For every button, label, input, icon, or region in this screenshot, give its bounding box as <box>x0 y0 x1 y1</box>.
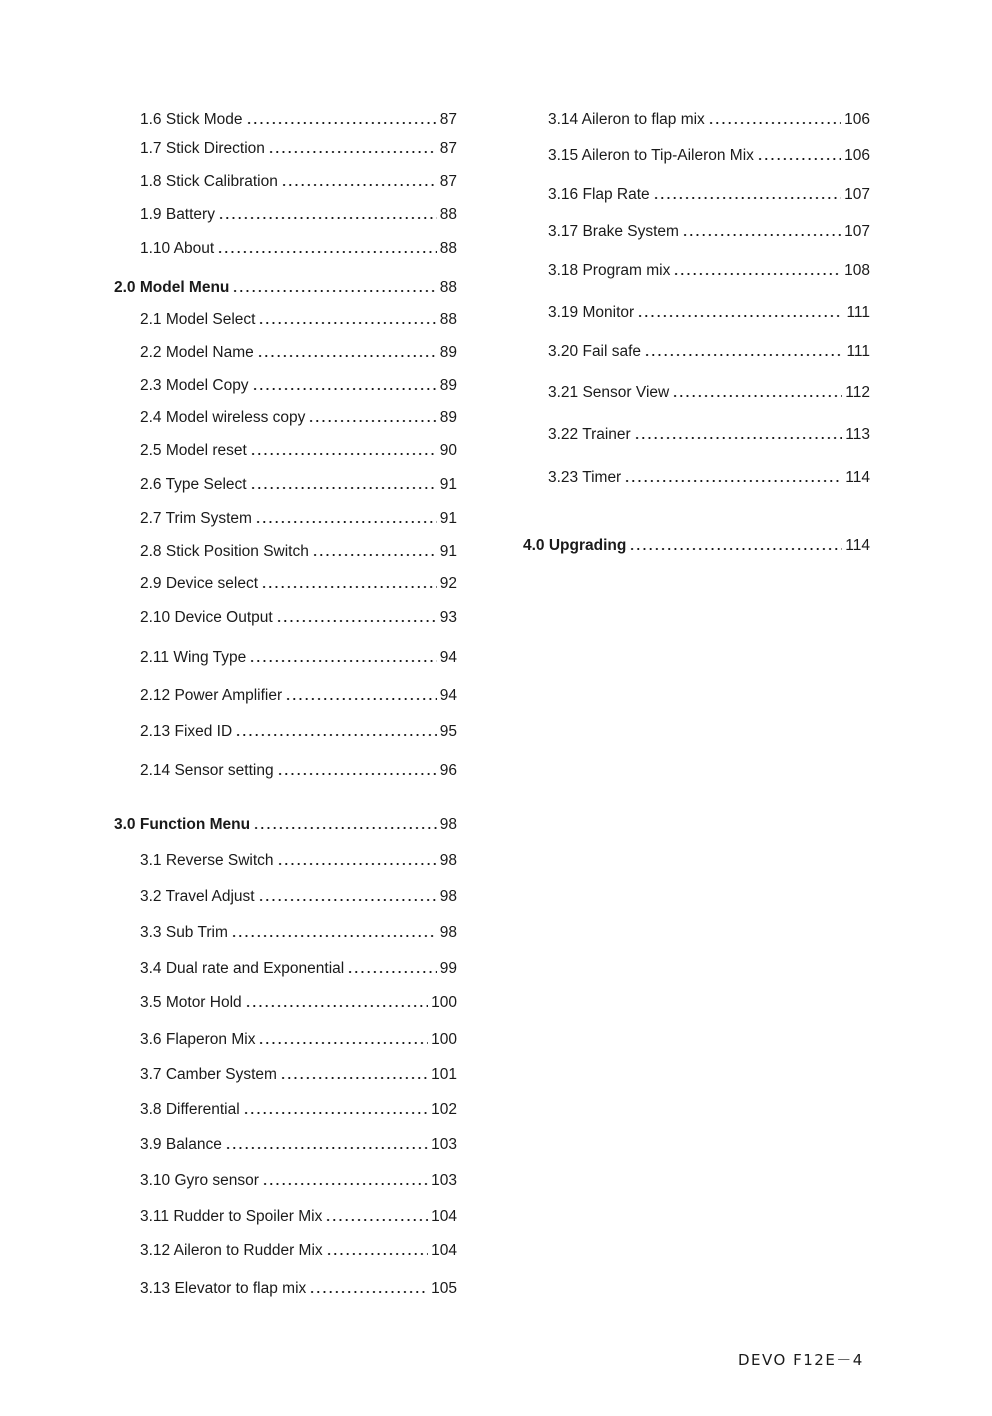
toc-entry-title: 2.13 Fixed ID <box>140 723 233 740</box>
dot-leader <box>644 354 843 356</box>
dot-leader <box>634 437 843 439</box>
toc-entry-title: 1.6 Stick Mode <box>140 111 243 128</box>
toc-entry <box>114 813 457 835</box>
toc-entry-page: 87 <box>439 140 457 157</box>
dot-leader <box>309 1291 428 1293</box>
dot-leader <box>682 234 841 236</box>
dot-leader <box>326 1253 428 1255</box>
toc-entry-page: 106 <box>844 147 870 164</box>
toc-entry-title: 3.11 Rudder to Spoiler Mix <box>140 1208 323 1225</box>
toc-entry <box>140 108 457 130</box>
toc-entry-page: 91 <box>439 510 457 527</box>
toc-entry <box>548 340 870 362</box>
dot-leader <box>624 480 842 482</box>
toc-entry-title: 3.16 Flap Rate <box>548 186 650 203</box>
toc-entry-title: 3.14 Aileron to flap mix <box>548 111 705 128</box>
toc-entry <box>523 534 870 556</box>
dot-leader <box>281 184 437 186</box>
toc-entry-page: 114 <box>845 469 870 486</box>
toc-entry-title: 1.8 Stick Calibration <box>140 173 278 190</box>
toc-entry-page: 94 <box>439 687 457 704</box>
toc-entry-page: 87 <box>439 111 457 128</box>
toc-entry <box>140 885 457 907</box>
toc-entry-page: 108 <box>844 262 870 279</box>
toc-entry-title: 3.4 Dual rate and Exponential <box>140 960 345 977</box>
dot-leader <box>262 1183 428 1185</box>
toc-entry-title: 3.17 Brake System <box>548 223 679 240</box>
toc-entry <box>140 439 457 461</box>
dot-leader <box>217 251 437 253</box>
toc-entry-title: 2.3 Model Copy <box>140 377 249 394</box>
toc-entry-title: 3.5 Motor Hold <box>140 994 242 1011</box>
toc-entry-title: 4.0 Upgrading <box>523 537 627 554</box>
toc-entry <box>140 406 457 428</box>
toc-entry <box>140 684 457 706</box>
dot-leader <box>255 521 437 523</box>
toc-entry-title: 3.15 Aileron to Tip-Aileron Mix <box>548 147 754 164</box>
toc-entry-page: 94 <box>439 649 457 666</box>
dot-leader <box>218 217 437 219</box>
dot-leader <box>757 158 841 160</box>
toc-entry-page: 105 <box>431 1280 457 1297</box>
toc-entry-page: 88 <box>439 240 457 257</box>
toc-entry-page: 106 <box>844 111 870 128</box>
toc-entry-title: 2.8 Stick Position Switch <box>140 543 309 560</box>
toc-entry-page: 89 <box>439 377 457 394</box>
toc-entry <box>548 259 870 281</box>
toc-entry-title: 1.7 Stick Direction <box>140 140 265 157</box>
toc-entry-page: 98 <box>439 924 457 941</box>
toc-entry-page: 111 <box>846 343 870 360</box>
dot-leader <box>232 290 436 292</box>
toc-entry-title: 3.19 Monitor <box>548 304 635 321</box>
dot-leader <box>637 315 843 317</box>
toc-entry <box>140 991 457 1013</box>
toc-entry <box>140 1133 457 1155</box>
dot-leader <box>225 1147 428 1149</box>
toc-entry-page: 98 <box>439 852 457 869</box>
toc-entry-page: 88 <box>439 206 457 223</box>
toc-entry-page: 114 <box>845 537 870 554</box>
toc-entry-page: 96 <box>439 762 457 779</box>
dot-leader <box>347 971 437 973</box>
toc-entry-page: 100 <box>431 994 457 1011</box>
dot-leader <box>258 899 437 901</box>
toc-entry-title: 3.2 Travel Adjust <box>140 888 255 905</box>
page-footer: DEVO F12E－4 <box>738 1351 864 1369</box>
toc-entry <box>140 1277 457 1299</box>
toc-entry <box>140 646 457 668</box>
toc-entry <box>548 108 870 130</box>
dot-leader <box>268 151 437 153</box>
dot-leader <box>253 827 437 829</box>
toc-entry-title: 2.12 Power Amplifier <box>140 687 283 704</box>
dot-leader <box>672 395 842 397</box>
toc-entry-page: 91 <box>439 476 457 493</box>
toc-entry <box>140 849 457 871</box>
dot-leader <box>245 1005 428 1007</box>
toc-entry <box>140 720 457 742</box>
toc-entry <box>140 759 457 781</box>
dot-leader <box>312 554 437 556</box>
toc-entry-title: 3.20 Fail safe <box>548 343 642 360</box>
toc-entry-page: 91 <box>439 543 457 560</box>
dot-leader <box>258 322 436 324</box>
dot-leader <box>250 487 437 489</box>
toc-entry-page: 107 <box>844 186 870 203</box>
toc-entry-title: 3.21 Sensor View <box>548 384 670 401</box>
toc-entry-title: 2.9 Device select <box>140 575 259 592</box>
toc-entry <box>140 237 457 259</box>
toc-entry <box>140 374 457 396</box>
dot-leader <box>653 197 841 199</box>
toc-entry-page: 103 <box>431 1172 457 1189</box>
toc-entry-page: 98 <box>439 816 457 833</box>
toc-entry <box>114 276 457 298</box>
toc-entry-title: 2.7 Trim System <box>140 510 252 527</box>
toc-entry-page: 90 <box>439 442 457 459</box>
dot-leader <box>325 1219 428 1221</box>
toc-entry <box>140 540 457 562</box>
dot-leader <box>246 122 437 124</box>
dot-leader <box>261 586 437 588</box>
toc-entry-title: 3.10 Gyro sensor <box>140 1172 259 1189</box>
toc-entry-page: 101 <box>431 1066 457 1083</box>
toc-entry <box>548 144 870 166</box>
toc-entry <box>140 170 457 192</box>
toc-entry-page: 88 <box>439 311 457 328</box>
toc-entry-page: 93 <box>439 609 457 626</box>
toc-entry <box>140 203 457 225</box>
toc-entry-page: 112 <box>845 384 870 401</box>
dot-leader <box>280 1077 428 1079</box>
toc-entry <box>140 507 457 529</box>
toc-entry <box>140 606 457 628</box>
dot-leader <box>249 660 436 662</box>
toc-entry-page: 87 <box>439 173 457 190</box>
toc-entry <box>548 423 870 445</box>
toc-entry-title: 3.3 Sub Trim <box>140 924 228 941</box>
toc-entry <box>140 957 457 979</box>
toc-entry <box>548 183 870 205</box>
toc-entry <box>548 466 870 488</box>
toc-entry <box>140 1028 457 1050</box>
dot-leader <box>258 1042 428 1044</box>
toc-entry-page: 89 <box>439 409 457 426</box>
toc-entry-page: 104 <box>431 1242 457 1259</box>
toc-entry-title: 2.5 Model reset <box>140 442 247 459</box>
toc-entry-title: 3.13 Elevator to flap mix <box>140 1280 307 1297</box>
dot-leader <box>243 1112 428 1114</box>
dot-leader <box>708 122 841 124</box>
toc-entry-title: 3.22 Trainer <box>548 426 631 443</box>
toc-entry-title: 2.2 Model Name <box>140 344 254 361</box>
toc-entry-title: 3.6 Flaperon Mix <box>140 1031 256 1048</box>
toc-entry-title: 2.6 Type Select <box>140 476 247 493</box>
toc-entry <box>548 381 870 403</box>
toc-entry-page: 111 <box>846 304 870 321</box>
dot-leader <box>673 273 841 275</box>
dot-leader <box>277 773 437 775</box>
toc-entry <box>140 1098 457 1120</box>
toc-entry-title: 3.9 Balance <box>140 1136 222 1153</box>
toc-entry-title: 3.12 Aileron to Rudder Mix <box>140 1242 323 1259</box>
toc-entry-page: 102 <box>431 1101 457 1118</box>
toc-entry-title: 3.8 Differential <box>140 1101 240 1118</box>
toc-entry-page: 100 <box>431 1031 457 1048</box>
toc-entry-title: 2.0 Model Menu <box>114 279 230 296</box>
toc-entry <box>548 301 870 323</box>
toc-entry-title: 2.14 Sensor setting <box>140 762 274 779</box>
toc-entry-title: 3.0 Function Menu <box>114 816 251 833</box>
dot-leader <box>285 698 437 700</box>
dot-leader <box>277 863 437 865</box>
toc-entry-title: 3.7 Camber System <box>140 1066 277 1083</box>
dot-leader <box>308 420 436 422</box>
toc-entry <box>140 1063 457 1085</box>
toc-entry <box>140 1239 457 1261</box>
toc-entry-page: 113 <box>845 426 870 443</box>
toc-entry-title: 3.18 Program mix <box>548 262 671 279</box>
toc-entry-page: 88 <box>439 279 457 296</box>
toc-entry <box>548 220 870 242</box>
toc-entry-page: 95 <box>439 723 457 740</box>
toc-entry <box>140 1205 457 1227</box>
toc-entry-page: 103 <box>431 1136 457 1153</box>
dot-leader <box>257 355 437 357</box>
toc-entry-title: 2.10 Device Output <box>140 609 273 626</box>
toc-entry <box>140 137 457 159</box>
dot-leader <box>252 388 437 390</box>
dot-leader <box>231 935 437 937</box>
dot-leader <box>235 734 437 736</box>
toc-entry <box>140 341 457 363</box>
toc-entry <box>140 921 457 943</box>
dot-leader <box>276 620 437 622</box>
toc-entry-title: 1.9 Battery <box>140 206 215 223</box>
toc-entry <box>140 473 457 495</box>
toc-entry-title: 2.4 Model wireless copy <box>140 409 306 426</box>
dot-leader <box>250 453 437 455</box>
toc-entry-page: 89 <box>439 344 457 361</box>
toc-entry <box>140 308 457 330</box>
toc-entry-title: 3.23 Timer <box>548 469 622 486</box>
toc-entry-page: 99 <box>439 960 457 977</box>
toc-entry-title: 1.10 About <box>140 240 215 257</box>
toc-entry-title: 2.11 Wing Type <box>140 649 247 666</box>
toc-entry <box>140 1169 457 1191</box>
toc-entry-page: 92 <box>439 575 457 592</box>
toc-entry-title: 2.1 Model Select <box>140 311 256 328</box>
dot-leader <box>629 548 842 550</box>
toc-entry-page: 107 <box>844 223 870 240</box>
toc-entry <box>140 572 457 594</box>
toc-entry-page: 98 <box>439 888 457 905</box>
toc-entry-title: 3.1 Reverse Switch <box>140 852 274 869</box>
toc-entry-page: 104 <box>431 1208 457 1225</box>
